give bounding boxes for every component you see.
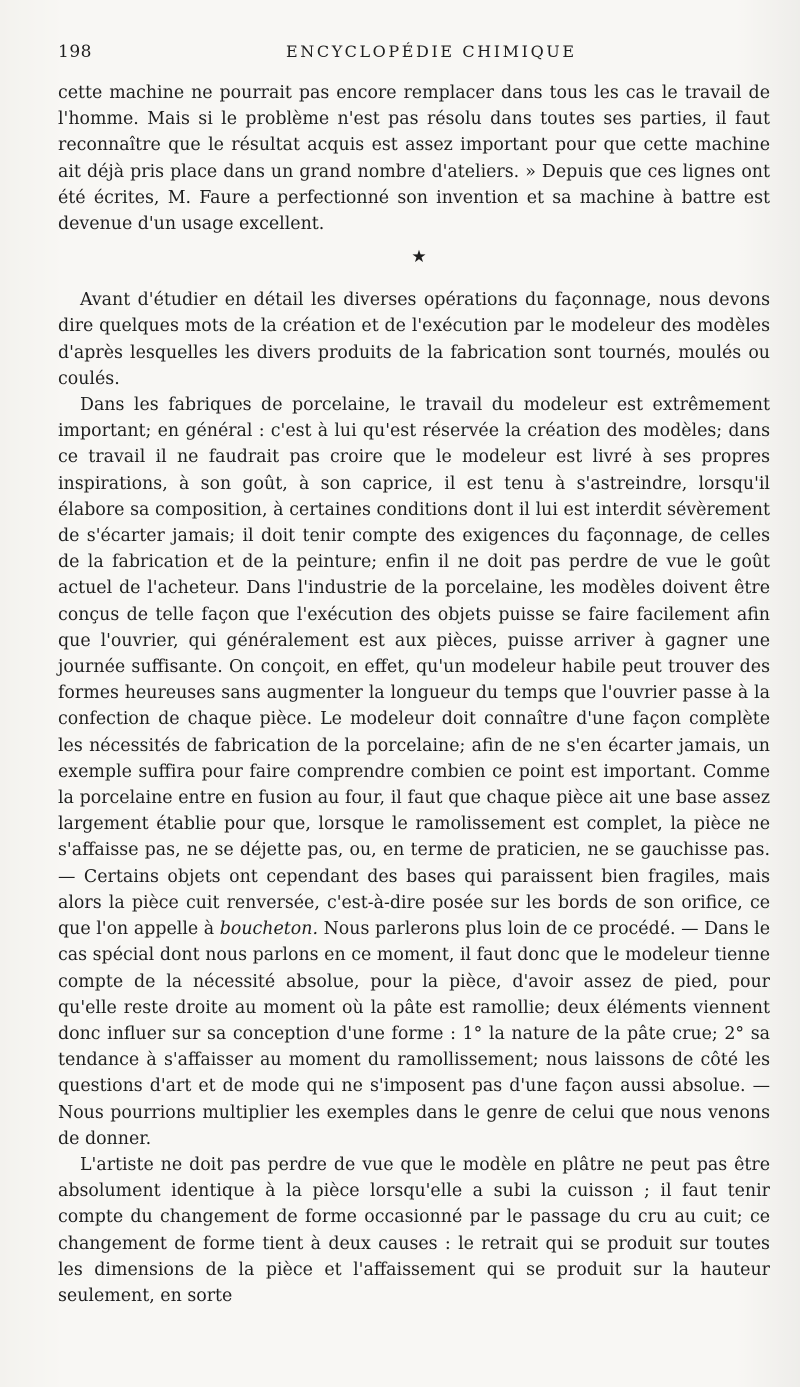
continuation-paragraph: cette machine ne pourrait pas encore remplacer dans tous les cas le travail de l'homme. Mais si le problème n'est pas résolu dans toutes ses parties, il faut reconnaître que le résultat acquis est assez important pour que cette machine ait déjà pris place dans un grand nombre d'ateliers. » Depuis que ces lignes ont été écrites, M. Faure a perfectionné son invention et sa machine à battre est devenue d'un usage excellent. (58, 83, 770, 235)
running-title: ENCYCLOPÉDIE CHIMIQUE (286, 42, 577, 61)
paragraph-1: Avant d'étudier en détail les diverses opérations du façonnage, nous devons dire quelques mots de la création et de l'exécution par le modeleur des modèles d'après lesquelles les divers produits de la fabrication sont tournés, moulés ou coulés. (58, 290, 770, 389)
paragraph-2-text-cont: Nous parlerons plus loin de ce procédé. — Dans le cas spécial dont nous parlons en ce moment, il faut donc que le modeleur tienne compte de la nécessité absolue, pour la pièce, d'avoir assez de pied, pour qu'elle reste droite au moment où la pâte est ramollie; deux éléments viennent donc influer sur sa conception d'une forme : 1° la nature de la pâte crue; 2° sa tendance à s'affaisser au moment du ramollissement; nous laissons de côté les questions d'art et de mode qui ne s'imposent pas d'une façon aussi absolue. — Nous pourrions multiplier les exemples dans le genre de celui que nous venons de donner. (58, 919, 770, 1149)
paragraph-2-italic-term: boucheton. (219, 919, 318, 940)
paragraph-3: L'artiste ne doit pas perdre de vue que le modèle en plâtre ne peut pas être absolument identique à la pièce lorsqu'elle a subi la cuisson ; il faut tenir compte du changement de forme occasionné par le passage du cru au cuit; ce changement de forme tient à deux causes : le retrait qui se produit sur toutes les dimensions de la pièce et l'affaissement qui se produit sur la hauteur seulement, en sorte (58, 1154, 770, 1306)
page-number: 198 (58, 42, 92, 62)
body-text (58, 80, 770, 1309)
page-header (58, 42, 758, 68)
star-separator-icon: ★ (411, 247, 427, 268)
paragraph-2 (58, 392, 770, 1152)
paragraph-2-text: Dans les fabriques de porcelaine, le travail du modeleur est extrêmement important; en général : c'est à lui qu'est réservée la création des modèles; dans ce travail il ne faudrait pas croire que le modeleur est livré à ses propres inspirations, à son goût, à son caprice, il est tenu à s'astreindre, lorsqu'il élabore sa composition, à certaines conditions dont il lui est interdit sévèrement de s'écarter jamais; il doit tenir compte des exigences du façonnage, de celles de la fabrication et de la peinture; enfin il ne doit pas perdre de vue le goût actuel de l'acheteur. Dans l'industrie de la porcelaine, les modèles doivent être conçus de telle façon que l'exécution des objets puisse se faire facilement afin que l'ouvrier, qui généralement est aux pièces, puisse arriver à gagner une journée suffisante. On conçoit, en effet, qu'un modeleur habile peut trouver des formes heureuses sans augmenter la longueur du temps que l'ouvrier passe à la confection de chaque pièce. Le modeleur doit connaître d'une façon complète les nécessités de fabrication de la porcelaine; afin de ne s'en écarter jamais, un exemple suffira pour faire comprendre combien ce point est important. Comme la porcelaine entre en fusion au four, il faut que chaque pièce ait une base assez largement établie pour que, lorsque le ramolissement est complet, la pièce ne s'affaisse pas, ne se déjette pas, ou, en terme de praticien, ne se gauchisse pas. — Certains objets ont cependant des bases qui paraissent bien fragiles, mais alors la pièce cuit renversée, c'est-à-dire posée sur les bords de son orifice, ce que l'on appelle à (58, 395, 770, 940)
